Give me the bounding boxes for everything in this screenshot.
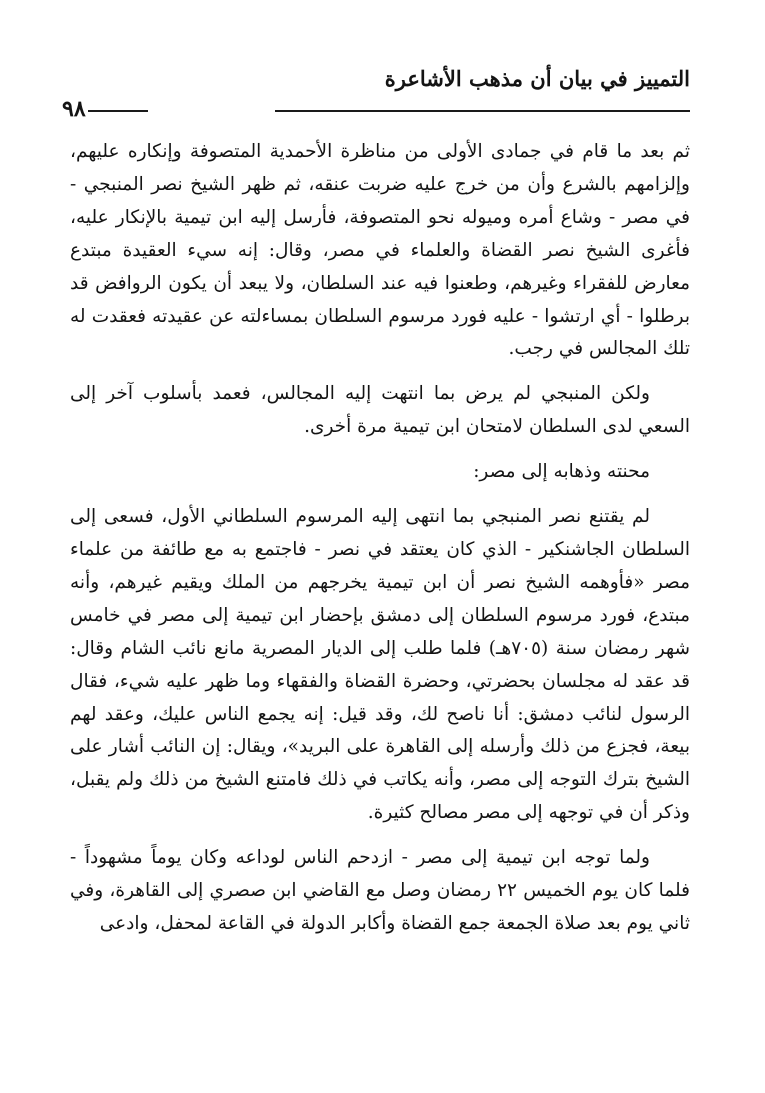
section-heading: محنته وذهابه إلى مصر: [473,461,650,483]
paragraph-4: ولما توجه ابن تيمية إلى مصر - ازدحم الناس لوداعه وكان يوماً مشهوداً - فلما كان يوم الخميس ٢٢ رمضان وصل مع القاضي ابن صصري إلى القاهرة، وفي ثاني يوم بعد صلاة الجمعة جمع القضاة وأكابر الدولة في القاعة لمحفل، وادعى [70,847,690,934]
paragraph-3: لم يقتنع نصر المنبجي بما انتهى إليه المرسوم السلطاني الأول، فسعى إلى السلطان الجاشنكير - الذي كان يعتقد في نصر - فاجتمع به مع طائفة من علماء مصر «فأوهمه الشيخ نصر أن ابن تيمية يخرجهم من الملك ويقيم غيرهم، وأنه مبتدع، فورد مرسوم السلطان إلى دمشق بإحضار ابن تيمية إلى مصر في خامس شهر رمضان سنة (٧٠٥هـ) فلما طلب إلى الديار المصرية مانع نائب الشام وقال: قد عقد له مجلسان بحضرتي، وحضرة القضاة والفقهاء وما ظهر عليه شيء، فقال الرسول لنائب دمشق: أنا ناصح لك، وقد قيل: إنه يجمع الناس عليك، وعقد لهم بيعة، فجزع من ذلك وأرسله إلى القاهرة على البريد»، ويقال: إن النائب أشار على الشيخ بترك التوجه إلى مصر، وأنه يكاتب في ذلك فامتنع الشيخ من ذلك ولم يقبل، وذكر أن في توجهه إلى مصر مصالح كثيرة. [70,506,690,824]
page-number: ٩٨ [62,96,86,122]
page-body [70,136,690,941]
paragraph-2: ولكن المنبجي لم يرض بما انتهت إليه المجالس، فعمد بأسلوب آخر إلى السعي لدى السلطان لامتحان ابن تيمية مرة أخرى. [70,383,690,438]
page-header [62,66,690,136]
paragraph-1: ثم بعد ما قام في جمادى الأولى من مناظرة الأحمدية المتصوفة وإنكاره عليهم، وإلزامهم بالشرع وأن من خرج عليه ضربت عنقه، ثم ظهر الشيخ نصر المنبجي - في مصر - وشاع أمره وميوله نحو المتصوفة، فأرسل إليه ابن تيمية بالإنكار عليه، فأغرى الشيخ نصر القضاة والعلماء في مصر، وقال: إنه سيء العقيدة مبتدع معارض للفقراء وغيرهم، وطعنوا فيه عند السلطان، ولا يبعد أن يكون الروافض قد برطلوا - أي ارتشوا - عليه فورد مرسوم السلطان بمساءلته عن عقيدته فعقدت له تلك المجالس في رجب. [70,141,690,360]
page-number-rule [88,110,148,112]
running-title: التمييز في بيان أن مذهب الأشاعرة [384,66,690,91]
header-rule [275,110,690,112]
